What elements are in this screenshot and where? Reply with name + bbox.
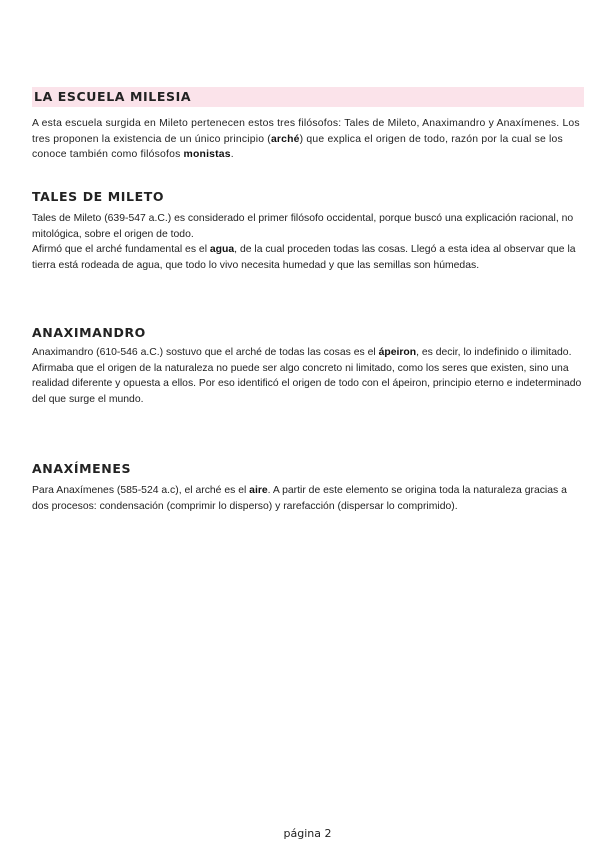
text-run: . A partir de este elemento se origina toda la naturaleza gracias a dos procesos: condensación (comprimir lo disperso) y rarefacción (dispersar lo comprimido).: [32, 485, 567, 512]
text-run: Para Anaxímenes (585-524 a.c), el arché es el: [32, 485, 250, 496]
tales-paragraph-2: [32, 242, 584, 273]
term-apeiron: ápeiron: [378, 347, 417, 358]
text-run: , es decir, lo indefinido o ilimitado.: [416, 347, 572, 358]
term-monistas: monistas: [183, 149, 231, 160]
term-agua: agua: [209, 244, 235, 255]
section-anaximenes: [32, 461, 584, 514]
section-anaximandro: [32, 325, 584, 407]
intro-paragraph: [32, 116, 584, 163]
section-title: ANAXIMANDRO: [32, 325, 146, 340]
section-title: ANAXÍMENES: [32, 461, 132, 476]
text-run: , de la cual proceden todas las cosas. Llegó a esta idea al observar que la tierra está rodeada de agua, que todo lo vivo necesita humedad y que las semillas son húmedas.: [32, 244, 576, 271]
text-run: ) que explica el origen de todo, razón por la cual se los conoce también como filósofos: [32, 133, 563, 160]
text-run: .: [230, 149, 234, 160]
term-arche: arché: [270, 133, 300, 145]
anaximenes-paragraph-1: [32, 483, 584, 514]
tales-paragraph-1: Tales de Mileto (639-547 a.C.) es considerado el primer filósofo occidental, porque buscó una explicación racional, no mitológica, sobre el origen de todo.: [32, 213, 574, 240]
anaximandro-paragraph-2: Afirmaba que el origen de la naturaleza no puede ser algo concreto ni limitado, como los seres que existen, sino una realidad diferente y opuesta a ellos. Por eso identificó el origen de todo con el ápeiron, principio eterno e indeterminado del que surge el mundo.: [32, 362, 582, 405]
page-number: página 2: [283, 827, 332, 840]
section-title: TALES DE MILETO: [32, 189, 165, 204]
section-escuela-milesia: [32, 87, 584, 163]
text-run: Anaximandro (610-546 a.C.) sostuvo que el arché de todas las cosas es el: [32, 347, 379, 358]
section-title: LA ESCUELA MILESIA: [32, 87, 584, 107]
text-run: A esta escuela surgida en Mileto pertenecen estos tres filósofos: Tales de Mileto, Anaximandro y Anaxímenes. Los tres proponen la existencia de un único principio (: [32, 118, 580, 145]
term-aire: aire: [249, 485, 268, 496]
anaximandro-paragraph-1: [32, 345, 584, 361]
text-run: Afirmó que el arché fundamental es el: [32, 244, 210, 255]
section-tales: [32, 189, 584, 273]
